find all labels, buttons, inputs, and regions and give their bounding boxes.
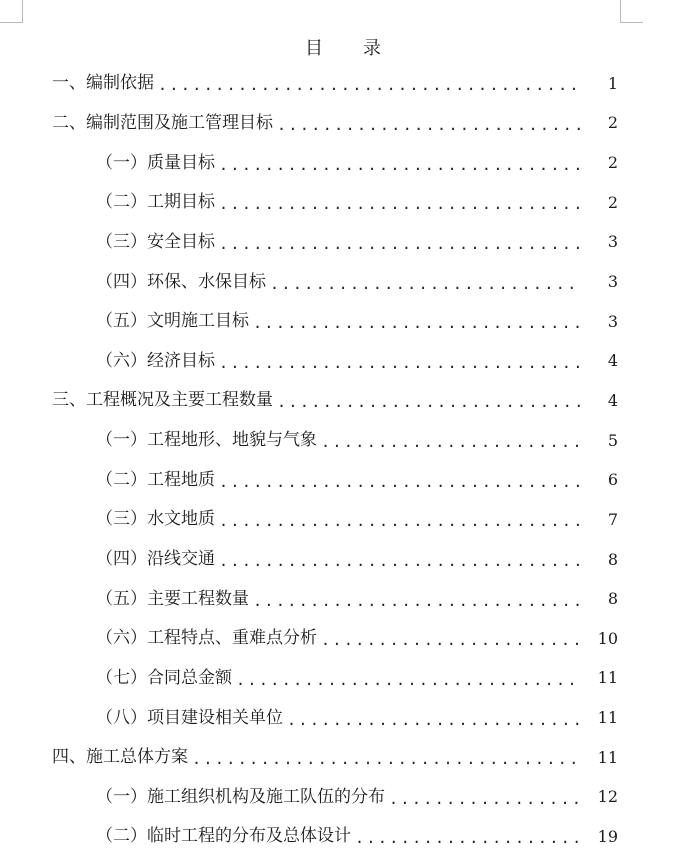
- toc-dot-leader: [253, 316, 580, 331]
- toc-entry-label[interactable]: 二、编制范围及施工管理目标: [52, 112, 273, 133]
- toc-dot-leader: [277, 118, 580, 133]
- toc-list: [0, 64, 686, 857]
- toc-dot-leader: [219, 197, 580, 212]
- toc-entry-page-number[interactable]: 11: [597, 668, 618, 688]
- toc-entry-label[interactable]: （五）文明施工目标: [96, 311, 249, 332]
- toc-entry-label[interactable]: （三）水文地质: [96, 509, 215, 530]
- toc-entry[interactable]: [0, 659, 686, 699]
- toc-entry-label[interactable]: （一）施工组织机构及施工队伍的分布: [96, 786, 385, 807]
- toc-entry-page-number[interactable]: 10: [597, 628, 618, 648]
- toc-entry-page-number[interactable]: 2: [607, 113, 618, 133]
- toc-dot-leader: [192, 752, 580, 767]
- toc-entry-label[interactable]: （二）工期目标: [96, 192, 215, 213]
- toc-entry-label[interactable]: （二）临时工程的分布及总体设计: [96, 826, 351, 847]
- toc-entry-page-number[interactable]: 8: [607, 549, 618, 569]
- toc-entry[interactable]: [0, 381, 686, 421]
- toc-dot-leader: [219, 475, 580, 490]
- toc-dot-leader: [389, 792, 580, 807]
- toc-dot-leader: [158, 78, 580, 93]
- toc-entry-label[interactable]: 四、施工总体方案: [52, 747, 188, 768]
- toc-entry[interactable]: [0, 540, 686, 580]
- toc-entry-label[interactable]: （一）工程地形、地貌与气象: [96, 430, 317, 451]
- toc-dot-leader: [219, 356, 580, 371]
- toc-entry[interactable]: [0, 183, 686, 223]
- toc-entry-page-number[interactable]: 11: [597, 708, 618, 728]
- toc-entry-page-number[interactable]: 3: [607, 232, 618, 252]
- toc-entry[interactable]: [0, 262, 686, 302]
- toc-entry[interactable]: [0, 500, 686, 540]
- toc-dot-leader: [277, 395, 580, 410]
- toc-entry-page-number[interactable]: 5: [607, 430, 618, 450]
- toc-dot-leader: [321, 633, 580, 648]
- toc-entry-label[interactable]: （六）经济目标: [96, 350, 215, 371]
- toc-entry[interactable]: [0, 104, 686, 144]
- toc-entry-label[interactable]: （三）安全目标: [96, 231, 215, 252]
- toc-dot-leader: [321, 435, 580, 450]
- toc-dot-leader: [253, 594, 580, 609]
- toc-entry[interactable]: [0, 579, 686, 619]
- toc-entry[interactable]: [0, 223, 686, 263]
- toc-entry-page-number[interactable]: 6: [607, 470, 618, 490]
- toc-entry[interactable]: [0, 143, 686, 183]
- toc-entry[interactable]: [0, 619, 686, 659]
- toc-entry[interactable]: [0, 460, 686, 500]
- toc-entry-label[interactable]: （六）工程特点、重难点分析: [96, 628, 317, 649]
- toc-dot-leader: [270, 277, 580, 292]
- toc-entry-label[interactable]: （四）沿线交通: [96, 549, 215, 569]
- toc-entry[interactable]: [0, 778, 686, 818]
- toc-entry-page-number[interactable]: 3: [607, 272, 618, 292]
- toc-entry-page-number[interactable]: 2: [607, 153, 618, 173]
- toc-dot-leader: [219, 554, 580, 569]
- toc-entry[interactable]: [0, 341, 686, 381]
- toc-dot-leader: [219, 237, 580, 252]
- toc-dot-leader: [287, 713, 580, 728]
- toc-dot-leader: [219, 514, 580, 529]
- toc-entry-page-number[interactable]: 8: [607, 589, 618, 609]
- toc-entry[interactable]: [0, 64, 686, 104]
- toc-entry-label[interactable]: （七）合同总金额: [96, 667, 232, 688]
- toc-title-char-1: 目: [305, 38, 323, 59]
- toc-entry-page-number[interactable]: 4: [607, 390, 618, 410]
- toc-entry-label[interactable]: （八）项目建设相关单位: [96, 707, 283, 728]
- toc-entry-label[interactable]: （四）环保、水保目标: [96, 271, 266, 292]
- toc-dot-leader: [219, 158, 580, 173]
- toc-entry-label[interactable]: （一）质量目标: [96, 152, 215, 173]
- toc-entry-page-number[interactable]: 1: [607, 73, 618, 93]
- toc-dot-leader: [236, 673, 580, 688]
- toc-entry-page-number[interactable]: 19: [597, 826, 618, 846]
- toc-entry-page-number[interactable]: 4: [607, 351, 618, 371]
- toc-entry-page-number[interactable]: 2: [607, 192, 618, 212]
- crop-mark-top-right: [620, 0, 643, 23]
- toc-entry-page-number[interactable]: 12: [597, 787, 618, 807]
- toc-entry[interactable]: [0, 698, 686, 738]
- toc-entry[interactable]: [0, 302, 686, 342]
- toc-title-char-2: 录: [363, 38, 381, 59]
- toc-entry-page-number[interactable]: 11: [597, 747, 618, 767]
- toc-entry-label[interactable]: 三、工程概况及主要工程数量: [52, 390, 273, 411]
- toc-entry[interactable]: [0, 817, 686, 857]
- toc-entry-page-number[interactable]: 3: [607, 311, 618, 331]
- toc-entry[interactable]: [0, 738, 686, 778]
- toc-entry-label[interactable]: （五）主要工程数量: [96, 588, 249, 609]
- crop-mark-top-left: [0, 0, 23, 23]
- toc-entry-page-number[interactable]: 7: [607, 509, 618, 529]
- toc-entry[interactable]: [0, 421, 686, 461]
- toc-entry-label[interactable]: 一、编制依据: [52, 73, 154, 94]
- toc-title: [0, 34, 686, 60]
- toc-dot-leader: [355, 831, 580, 846]
- toc-entry-label[interactable]: （二）工程地质: [96, 469, 215, 490]
